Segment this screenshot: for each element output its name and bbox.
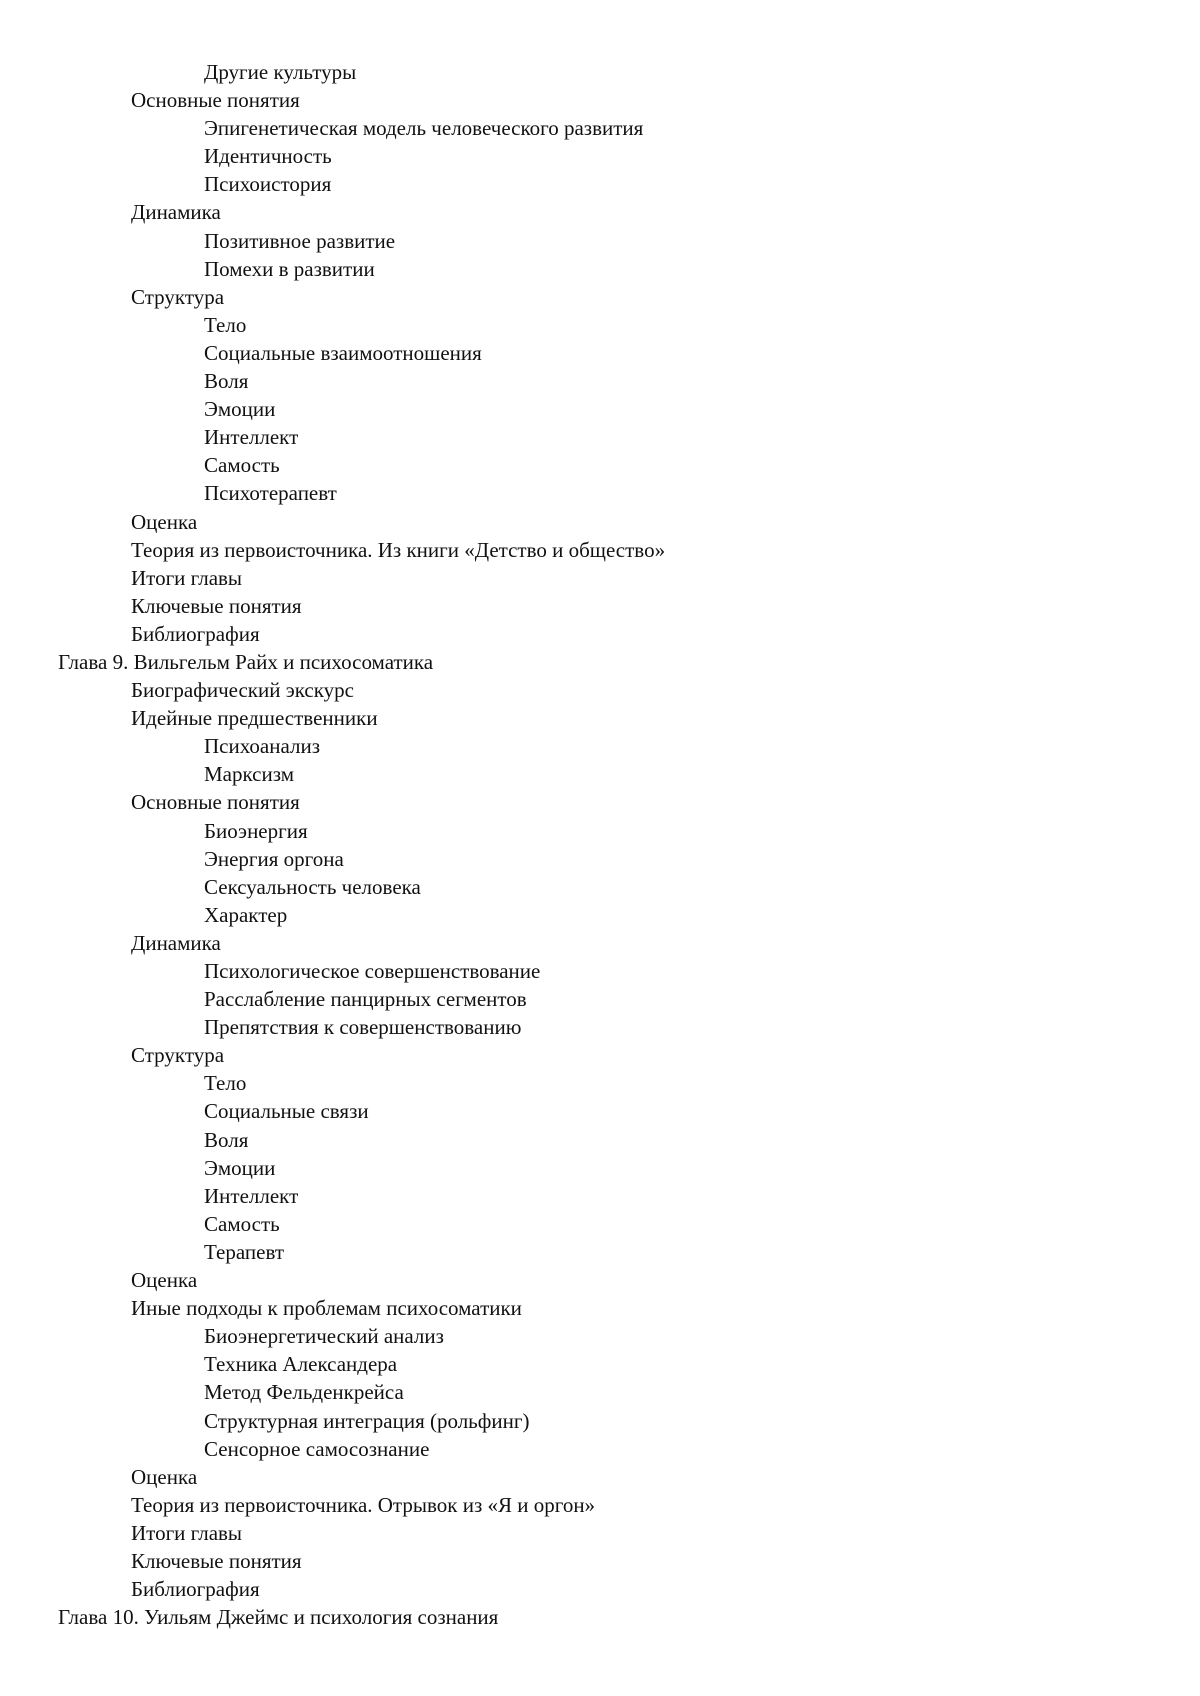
toc-subsection-entry: Препятствия к совершенствованию <box>204 1015 522 1040</box>
toc-section-entry: Оценка <box>131 1464 198 1489</box>
toc-section-entry: Структура <box>131 284 225 309</box>
toc-section-entry: Оценка <box>131 1268 198 1293</box>
toc-section-entry: Теория из первоисточника. Из книги «Детство и общество» <box>131 537 666 562</box>
toc-section-entry: Структура <box>131 1043 225 1068</box>
toc-section-entry: Итоги главы <box>131 565 243 590</box>
toc-subsection-entry: Социальные взаимоотношения <box>204 340 482 365</box>
toc-subsection-entry: Биоэнергетический анализ <box>204 1324 444 1349</box>
toc-subsection-entry: Самость <box>204 1211 280 1236</box>
toc-subsection-entry: Воля <box>204 369 249 394</box>
toc-subsection-entry: Эмоции <box>204 397 276 422</box>
toc-section-entry: Идейные предшественники <box>131 706 378 731</box>
table-of-contents <box>0 58 1200 1631</box>
toc-subsection-entry: Интеллект <box>204 1183 299 1208</box>
toc-subsection-entry: Сексуальность человека <box>204 874 421 899</box>
toc-subsection-entry: Биоэнергия <box>204 818 308 843</box>
toc-section-entry: Биографический экскурс <box>131 678 354 703</box>
toc-subsection-entry: Позитивное развитие <box>204 228 396 253</box>
toc-subsection-entry: Идентичность <box>204 144 332 169</box>
toc-section-entry: Основные понятия <box>131 790 300 815</box>
toc-section-entry: Теория из первоисточника. Отрывок из «Я и оргон» <box>131 1492 596 1517</box>
toc-section-entry: Оценка <box>131 509 198 534</box>
toc-subsection-entry: Интеллект <box>204 425 299 450</box>
toc-subsection-entry: Эпигенетическая модель человеческого развития <box>204 116 644 141</box>
toc-subsection-entry: Эмоции <box>204 1155 276 1180</box>
toc-subsection-entry: Метод Фельденкрейса <box>204 1380 404 1405</box>
toc-section-entry: Иные подходы к проблемам психосоматики <box>131 1296 522 1321</box>
toc-section-entry: Динамика <box>131 930 221 955</box>
toc-subsection-entry: Характер <box>204 902 288 927</box>
toc-subsection-entry: Помехи в развитии <box>204 256 375 281</box>
toc-subsection-entry: Самость <box>204 453 280 478</box>
toc-subsection-entry: Психоистория <box>204 172 332 197</box>
toc-subsection-entry: Психоанализ <box>204 734 321 759</box>
toc-subsection-entry: Другие культуры <box>204 60 357 84</box>
toc-subsection-entry: Психотерапевт <box>204 481 337 506</box>
toc-section-entry: Ключевые понятия <box>131 593 302 618</box>
toc-subsection-entry: Тело <box>204 312 247 337</box>
toc-section-entry: Библиография <box>131 621 260 646</box>
toc-subsection-entry: Расслабление панцирных сегментов <box>204 987 527 1012</box>
toc-section-entry: Основные понятия <box>131 88 300 113</box>
toc-section-entry: Библиография <box>131 1577 260 1602</box>
toc-section-entry: Динамика <box>131 200 221 225</box>
toc-subsection-entry: Тело <box>204 1071 247 1096</box>
toc-subsection-entry: Марксизм <box>204 762 295 787</box>
toc-chapter-entry: Глава 10. Уильям Джеймс и психология сознания <box>58 1605 499 1630</box>
toc-subsection-entry: Терапевт <box>204 1239 285 1264</box>
toc-chapter-entry: Глава 9. Вильгельм Райх и психосоматика <box>58 649 434 674</box>
toc-subsection-entry: Социальные связи <box>204 1099 369 1124</box>
toc-subsection-entry: Энергия оргона <box>204 846 344 871</box>
toc-subsection-entry: Воля <box>204 1127 249 1152</box>
toc-subsection-entry: Техника Александера <box>204 1352 398 1377</box>
toc-subsection-entry: Сенсорное самосознание <box>204 1436 430 1461</box>
toc-section-entry: Ключевые понятия <box>131 1548 302 1573</box>
toc-section-entry: Итоги главы <box>131 1520 243 1545</box>
toc-subsection-entry: Психологическое совершенствование <box>204 959 541 983</box>
toc-subsection-entry: Структурная интеграция (рольфинг) <box>204 1408 530 1433</box>
